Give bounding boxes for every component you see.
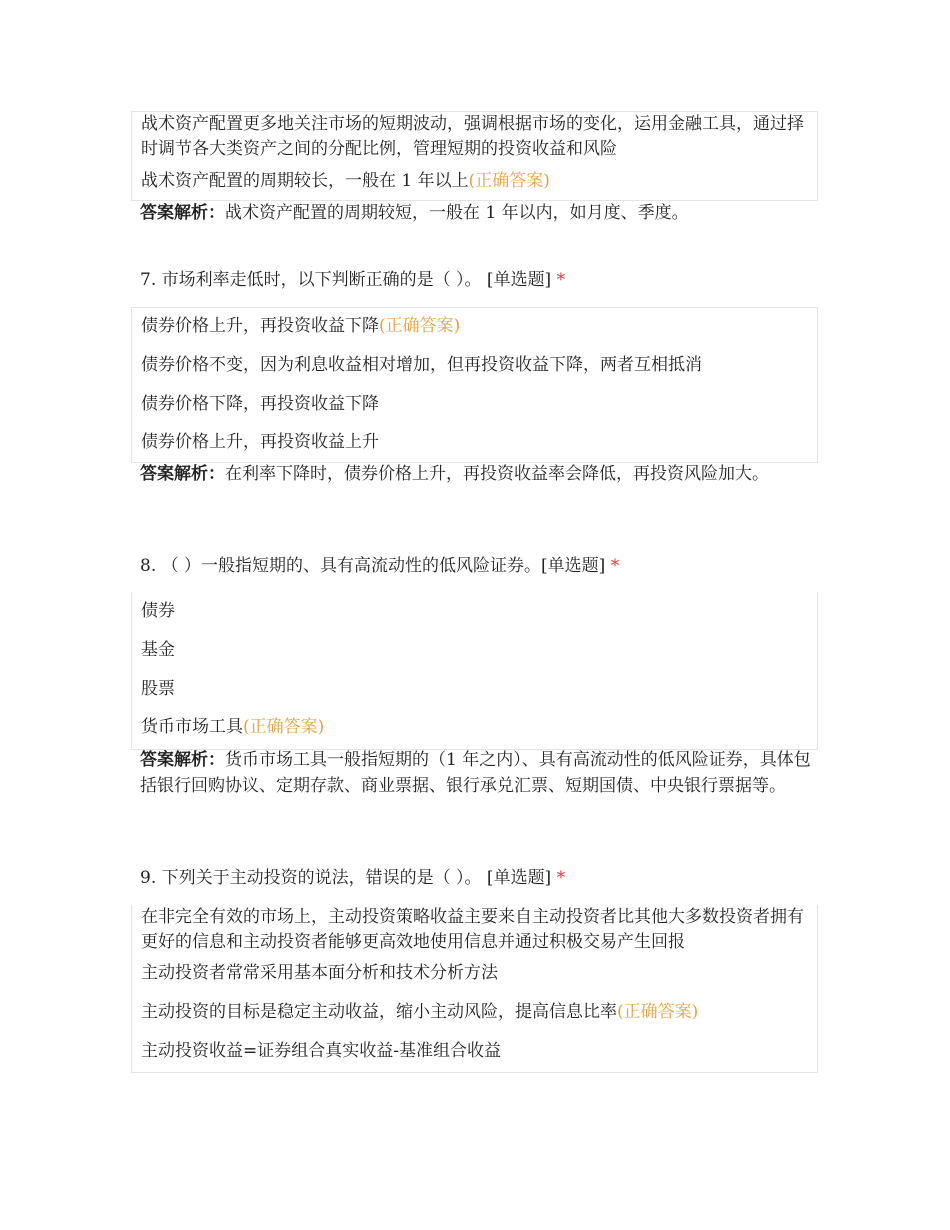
q8-options-box xyxy=(131,592,818,750)
q7-title xyxy=(140,268,565,292)
question-text: 9. 下列关于主动投资的说法，错误的是（ ）。 [单选题] xyxy=(140,868,552,888)
option-text: 债券价格不变，因为利息收益相对增加，但再投资收益下降，两者互相抵消 xyxy=(141,355,702,375)
analysis-text: 在利率下降时，债券价格上升，再投资收益率会降低，再投资风险加大。 xyxy=(225,464,769,484)
q7-option-2[interactable] xyxy=(141,353,811,378)
analysis-label: 答案解析： xyxy=(140,203,225,223)
analysis-text: 战术资产配置的周期较短，一般在 1 年以内，如月度、季度。 xyxy=(225,203,689,223)
q7-option-1[interactable] xyxy=(141,314,811,339)
q8-title xyxy=(140,554,619,578)
question-text: 8. （ ）一般指短期的、具有高流动性的低风险证券。[单选题] xyxy=(140,556,606,576)
q8-analysis xyxy=(140,747,820,799)
option-text: 债券价格下降，再投资收益下降 xyxy=(141,394,379,414)
analysis-label: 答案解析： xyxy=(140,750,225,770)
option-text: 股票 xyxy=(141,679,175,699)
q9-option-4[interactable] xyxy=(141,1039,811,1064)
q6-option-2[interactable] xyxy=(141,169,811,194)
question-text: 7. 市场利率走低时，以下判断正确的是（ ）。 [单选题] xyxy=(140,270,552,290)
analysis-label: 答案解析： xyxy=(140,464,225,484)
q9-option-3[interactable] xyxy=(141,1000,811,1025)
option-text: 债券价格上升，再投资收益下降 xyxy=(141,316,379,336)
correct-answer-tag: (正确答案) xyxy=(243,717,325,737)
option-text: 债券价格上升，再投资收益上升 xyxy=(141,432,379,452)
option-text: 主动投资者常常采用基本面分析和技术分析方法 xyxy=(141,963,498,983)
q6-option-1[interactable] xyxy=(141,112,813,162)
q8-option-1[interactable] xyxy=(141,599,811,624)
q7-option-3[interactable] xyxy=(141,392,811,417)
q8-option-4[interactable] xyxy=(141,715,811,740)
q8-option-3[interactable] xyxy=(141,677,811,702)
q7-options-box xyxy=(131,307,818,463)
option-text: 战术资产配置更多地关注市场的短期波动，强调根据市场的变化，运用金融工具，通过择时调节各大类资产之间的分配比例，管理短期的投资收益和风险 xyxy=(141,114,804,159)
option-text: 债券 xyxy=(141,601,175,621)
q9-option-2[interactable] xyxy=(141,961,811,986)
correct-answer-tag: (正确答案) xyxy=(617,1002,699,1022)
q9-option-1[interactable] xyxy=(141,905,817,955)
q7-analysis xyxy=(140,461,820,487)
q9-title xyxy=(140,866,565,890)
q7-option-4[interactable] xyxy=(141,430,811,455)
option-text: 基金 xyxy=(141,640,175,660)
required-mark: * xyxy=(556,868,566,888)
required-mark: * xyxy=(610,556,620,576)
q8-option-2[interactable] xyxy=(141,638,811,663)
option-text: 货币市场工具 xyxy=(141,717,243,737)
correct-answer-tag: (正确答案) xyxy=(379,316,461,336)
required-mark: * xyxy=(556,270,566,290)
option-text: 在非完全有效的市场上，主动投资策略收益主要来自主动投资者比其他大多数投资者拥有更好的信息和主动投资者能够更高效地使用信息并通过积极交易产生回报 xyxy=(141,907,804,952)
option-text: 主动投资收益=证券组合真实收益-基准组合收益 xyxy=(141,1041,501,1061)
analysis-text: 货币市场工具一般指短期的（1 年之内）、具有高流动性的低风险证券，具体包括银行回购协议、定期存款、商业票据、银行承兑汇票、短期国债、中央银行票据等。 xyxy=(140,750,811,796)
q6-options-box xyxy=(131,111,818,201)
q6-analysis xyxy=(140,200,820,226)
option-text: 主动投资的目标是稳定主动收益，缩小主动风险，提高信息比率 xyxy=(141,1002,617,1022)
correct-answer-tag: (正确答案) xyxy=(468,171,550,191)
option-text: 战术资产配置的周期较长，一般在 1 年以上 xyxy=(141,171,469,191)
q9-options-box xyxy=(131,905,818,1073)
